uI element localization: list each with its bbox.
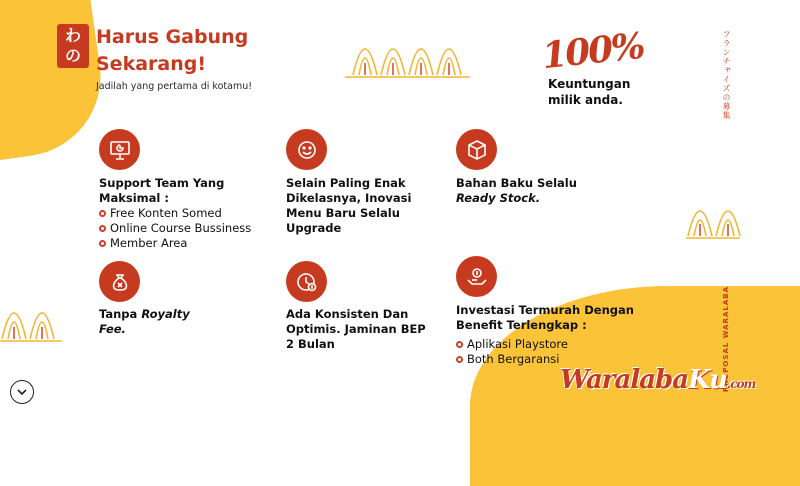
feature-royalty-pre: Tanpa xyxy=(99,307,138,321)
smiley-face-icon xyxy=(295,138,319,162)
list-item: Member Area xyxy=(99,236,251,251)
list-item: Online Course Bussiness xyxy=(99,221,251,236)
feature-invest-title: Investasi Termurah Dengan Benefit Terlengkap : xyxy=(456,303,634,332)
feature-stock-line1: Bahan Baku Selalu xyxy=(456,176,577,190)
feature-menu-title: Selain Paling Enak Dikelasnya, Inovasi Menu Baru Selalu Upgrade xyxy=(286,176,412,235)
feature-stock-title xyxy=(456,176,606,206)
page-subtitle: Jadilah yang pertama di kotamu! xyxy=(96,81,253,92)
feature-stock-line2: Ready Stock. xyxy=(456,191,541,205)
feature-invest-icon-wrap xyxy=(456,256,497,297)
list-item: Free Konten Somed xyxy=(99,206,251,221)
feature-support-icon-wrap xyxy=(99,129,140,170)
list-item: Both Bergaransi xyxy=(456,352,568,367)
feature-invest-list xyxy=(456,337,568,367)
feature-support-title: Support Team Yang Maksimal : xyxy=(99,176,225,205)
profit-text: Keuntungan milik anda. xyxy=(548,77,631,107)
box-icon xyxy=(465,138,489,162)
profit-percent: 100% xyxy=(540,24,646,78)
feature-bep-title: Ada Konsisten Dan Optimis. Jaminan BEP 2 Bulan xyxy=(286,307,426,351)
wave-pattern-right xyxy=(686,180,740,240)
wave-pattern-left xyxy=(0,275,62,345)
logo-char-bottom: の xyxy=(64,46,81,65)
feature-royalty-icon-wrap xyxy=(99,261,140,302)
brand-part2: Ku xyxy=(688,365,728,395)
list-item: Aplikasi Playstore xyxy=(456,337,568,352)
chevron-down-icon xyxy=(16,386,28,398)
yellow-blob-left xyxy=(0,0,111,164)
feature-royalty-italic: Royalty Fee. xyxy=(99,307,190,336)
wave-pattern-top xyxy=(345,15,470,80)
clock-dollar-icon xyxy=(295,270,319,294)
brand-watermark xyxy=(560,365,755,395)
page-title: Harus Gabung Sekarang! xyxy=(96,26,249,75)
scroll-down-button[interactable] xyxy=(10,380,34,404)
brand-logo xyxy=(57,24,89,68)
feature-menu-icon-wrap xyxy=(286,129,327,170)
feature-stock-icon-wrap xyxy=(456,129,497,170)
money-bag-icon xyxy=(108,270,132,294)
side-text-japanese: フランチャイズの募集 xyxy=(722,30,731,120)
brand-part3: .com xyxy=(727,377,756,391)
brand-part1: Waralaba xyxy=(560,365,689,395)
feature-support-list xyxy=(99,206,251,251)
feature-bep-icon-wrap xyxy=(286,261,327,302)
hand-coin-icon xyxy=(465,265,489,289)
side-text-proposal: PROPOSAL WARALABA xyxy=(722,285,730,392)
logo-char-top: わ xyxy=(64,26,81,45)
feature-royalty-title xyxy=(99,307,209,337)
presentation-chart-icon xyxy=(108,138,132,162)
